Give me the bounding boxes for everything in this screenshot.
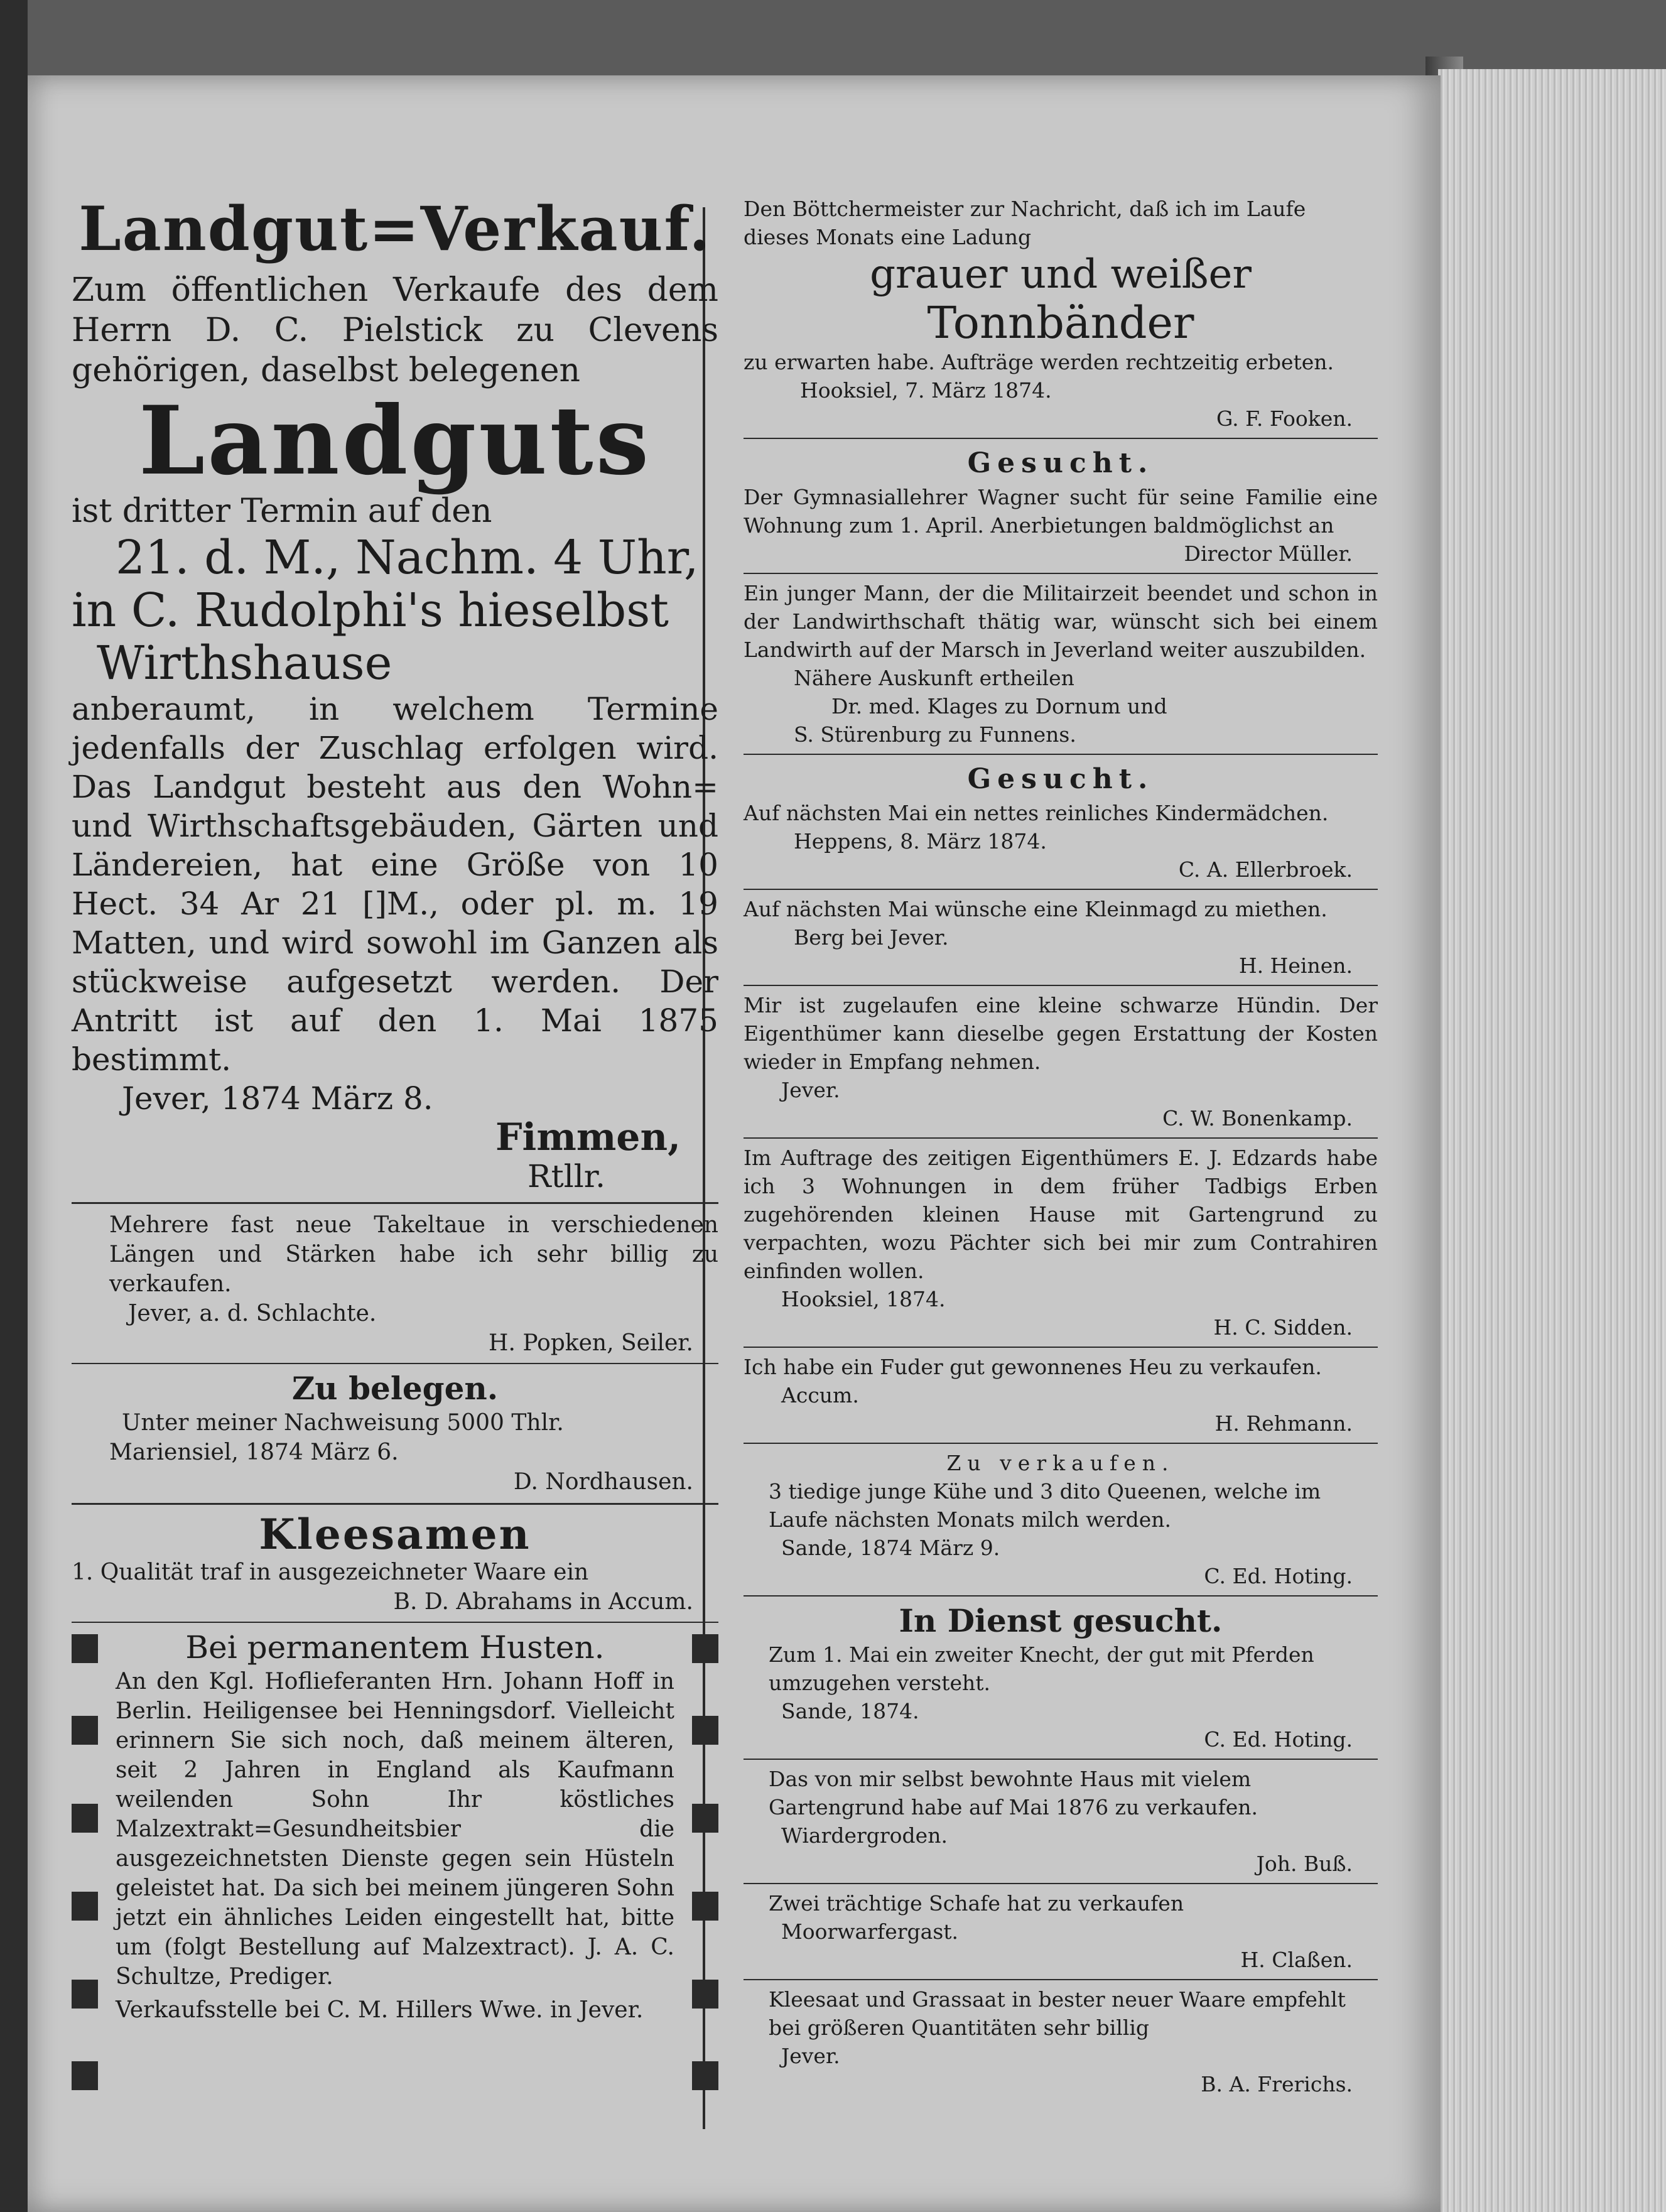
ad-body: 3 tiedige junge Kühe und 3 dito Queenen, welche im Laufe nächsten Monats milch werden. xyxy=(769,1479,1321,1532)
border-square-icon xyxy=(692,1804,718,1833)
ad-place-line: in C. Rudolphi's hieselbst xyxy=(72,583,669,637)
ad-heading: Bei permanentem Husten. xyxy=(185,1629,605,1666)
border-square-icon xyxy=(692,1634,718,1663)
ad-divider xyxy=(72,1363,718,1364)
ad-place-date: Hooksiel, 1874. xyxy=(781,1287,946,1311)
ad-body: Kleesaat und Grassaat in bester neuer Waare empfehlt bei größeren Quantitäten sehr billig xyxy=(769,1987,1346,2040)
ad-dienst xyxy=(744,1602,1378,1754)
ad-divider xyxy=(744,1137,1378,1139)
ad-signature: C. W. Bonenkamp. xyxy=(1162,1106,1353,1130)
ad-divider xyxy=(744,1347,1378,1348)
ad-huendin xyxy=(744,991,1378,1132)
ad-title: Landgut=Verkauf. xyxy=(78,193,711,264)
ad-heading: Zu verkaufen. xyxy=(946,1451,1175,1475)
ad-divider xyxy=(72,1202,718,1204)
ad-signature: H. Popken, Seiler. xyxy=(489,1330,693,1356)
ad-divider xyxy=(744,1443,1378,1444)
border-square-icon xyxy=(72,1980,98,2009)
ad-footer: Verkaufsstelle bei C. M. Hillers Wwe. in Jever. xyxy=(116,1997,644,2023)
ad-body: zu erwarten habe. Aufträge werden rechtzeitig erbeten. xyxy=(744,350,1334,374)
ad-heading: Gesucht. xyxy=(967,447,1154,479)
ad-divider xyxy=(744,1759,1378,1760)
ad-place: Accum. xyxy=(781,1383,859,1407)
ad-body: Der Gymnasiallehrer Wagner sucht für seine Familie eine Wohnung zum 1. April. Anerbietungen baldmöglichst an xyxy=(744,485,1378,538)
ad-haus xyxy=(744,1765,1378,1878)
ad-divider xyxy=(744,1883,1378,1884)
ad-divider xyxy=(744,573,1378,574)
ad-signature: C. Ed. Hoting. xyxy=(1204,1727,1353,1752)
ad-line: Nähere Auskunft ertheilen xyxy=(794,666,1074,690)
ad-divider xyxy=(744,985,1378,986)
border-square-icon xyxy=(72,1804,98,1833)
ad-place: Sande, 1874. xyxy=(781,1699,919,1723)
ad-place: Jever. xyxy=(781,2044,840,2068)
ad-signature: Joh. Buß. xyxy=(1256,1851,1353,1876)
ad-signature: D. Nordhausen. xyxy=(513,1469,693,1495)
border-square-icon xyxy=(72,1716,98,1745)
ad-takel xyxy=(72,1210,718,1358)
ad-place: Jever, a. d. Schlachte. xyxy=(128,1301,377,1326)
left-margin xyxy=(0,0,28,2212)
ad-body: 1. Qualität traf in ausgezeichneter Waare ein xyxy=(72,1559,589,1585)
ad-line: Unter meiner Nachweisung 5000 Thlr. xyxy=(122,1410,564,1436)
ad-place-date: Mariensiel, 1874 März 6. xyxy=(109,1439,399,1465)
border-square-icon xyxy=(72,2061,98,2090)
ad-junger-mann xyxy=(744,579,1378,749)
ad-signature-title: Rtllr. xyxy=(527,1158,605,1195)
ad-signature: C. A. Ellerbroek. xyxy=(1178,857,1353,882)
ad-signature: C. Ed. Hoting. xyxy=(1204,1564,1353,1588)
ad-divider xyxy=(744,438,1378,439)
ad-body: Im Auftrage des zeitigen Eigenthümers E. J. Edzards habe ich 3 Wohnungen in dem früher Tadbigs Erben zugehörenden kleinen Hause mit Gartengrund zu verpachten, wozu Pächter sich bei mir zum Contrahiren einfinden wollen. xyxy=(744,1146,1378,1283)
ad-heading: Zu belegen. xyxy=(291,1370,499,1407)
ad-signature: B. D. Abrahams in Accum. xyxy=(393,1589,693,1615)
border-square-icon xyxy=(692,1716,718,1745)
ad-body: Zum 1. Mai ein zweiter Knecht, der gut mit Pferden umzugehen versteht. xyxy=(769,1642,1314,1695)
ad-kuehe xyxy=(744,1449,1378,1590)
ad-body: Ich habe ein Fuder gut gewonnenes Heu zu verkaufen. xyxy=(744,1355,1322,1379)
newspaper-page xyxy=(28,75,1441,2212)
ad-landgut xyxy=(72,195,718,1196)
ad-tonnbaender xyxy=(744,195,1378,433)
ad-signature: Dr. med. Klages zu Dornum und xyxy=(831,694,1167,718)
ad-body: Das von mir selbst bewohnte Haus mit vielem Gartengrund habe auf Mai 1876 zu verkaufen. xyxy=(769,1767,1258,1819)
ad-heading: Kleesamen xyxy=(259,1510,531,1559)
book-page-edges xyxy=(1438,69,1666,2212)
ad-body: anberaumt, in welchem Termine jedenfalls der Zuschlag erfolgen wird. Das Landgut besteht aus den Wohn= und Wirthschaftsgebäuden, Gärten und Ländereien, hat eine Größe von 10 Hect. 34 Ar 21 []M., oder pl. m. 19 Matten, und wird sowohl im Ganzen als stückweise aufgesetzt werden. Der Antritt ist auf den 1. Mai 1875 bestimmt. xyxy=(72,691,718,1078)
ad-kleinmagd xyxy=(744,895,1378,980)
ad-belegen xyxy=(72,1369,718,1497)
ad-kleesaat xyxy=(744,1985,1378,2098)
ad-heading: In Dienst gesucht. xyxy=(899,1602,1223,1639)
ad-place: Wiardergroden. xyxy=(781,1823,948,1848)
ad-signature: B. A. Frerichs. xyxy=(1201,2072,1353,2096)
border-square-icon xyxy=(692,2061,718,2090)
ad-wohnungen xyxy=(744,1144,1378,1342)
ad-divider xyxy=(72,1503,718,1505)
ad-signature: Director Müller. xyxy=(1184,541,1353,566)
ad-place-line2: Wirthshause xyxy=(97,636,392,690)
left-column xyxy=(72,195,718,2154)
ad-gesucht-wohnung xyxy=(744,444,1378,568)
ad-headline: Landguts xyxy=(138,386,652,496)
ad-heading: Tonnbänder xyxy=(927,297,1194,349)
ad-divider xyxy=(744,889,1378,890)
ad-body: Mehrere fast neue Takeltaue in verschiedenen Längen und Stärken habe ich sehr billig zu verkaufen. xyxy=(109,1212,718,1297)
border-square-icon xyxy=(692,1980,718,2009)
ad-place-date: Jever, 1874 März 8. xyxy=(122,1080,433,1117)
ad-place-date: Sande, 1874 März 9. xyxy=(781,1536,1000,1560)
ad-heu xyxy=(744,1353,1378,1438)
ad-body: An den Kgl. Hoflieferanten Hrn. Johann Hoff in Berlin. Heiligensee bei Henningsdorf. Vielleicht erinnern Sie sich noch, daß meinem älteren, seit 2 Jahren in England als Kaufmann weilenden Sohn Ihr köstliches Malzextrakt=Gesundheitsbier die ausgezeichnetsten Dienste gegen sein Hüsteln geleistet hat. Da sich bei meinem jüngeren Sohn jetzt ein ähnliches Leiden eingestellt hat, bitte um (folgt Bestellung auf Malzextract). J. A. C. Schultze, Prediger. xyxy=(116,1669,674,1990)
ad-body: Mir ist zugelaufen eine kleine schwarze Hündin. Der Eigenthümer kann dieselbe gegen Erstattung der Kosten wieder in Empfang nehmen. xyxy=(744,993,1378,1074)
right-column xyxy=(744,195,1378,2154)
ad-term-line: ist dritter Termin auf den xyxy=(72,492,492,530)
ad-gesucht-kindermaedchen xyxy=(744,760,1378,884)
ad-heading: grauer und weißer xyxy=(870,251,1252,298)
border-square-icon xyxy=(72,1634,98,1663)
ad-signature: S. Stürenburg zu Funnens. xyxy=(794,722,1076,747)
ad-body: Auf nächsten Mai wünsche eine Kleinmagd zu miethen. xyxy=(744,897,1328,921)
ad-signature: H. C. Sidden. xyxy=(1213,1315,1353,1340)
ad-signature: H. Rehmann. xyxy=(1214,1411,1353,1436)
ad-heading: Gesucht. xyxy=(967,763,1154,795)
ad-schafe xyxy=(744,1889,1378,1974)
ad-intro: Zum öffentlichen Verkaufe des dem Herrn D. C. Pielstick zu Clevens gehörigen, daselbst belegenen xyxy=(72,271,718,389)
ad-divider xyxy=(744,1979,1378,1980)
ad-place-date: Hooksiel, 7. März 1874. xyxy=(800,378,1052,403)
ad-kleesamen xyxy=(72,1511,718,1617)
ad-place: Jever. xyxy=(781,1078,840,1102)
ad-body: Auf nächsten Mai ein nettes reinliches Kindermädchen. xyxy=(744,801,1329,825)
ad-divider xyxy=(72,1622,718,1623)
ad-divider xyxy=(744,1595,1378,1597)
ad-place: Berg bei Jever. xyxy=(794,925,949,950)
ad-signature: H. Heinen. xyxy=(1238,953,1353,978)
ad-body: Zwei trächtige Schafe hat zu verkaufen xyxy=(769,1891,1184,1916)
ad-signature: G. F. Fooken. xyxy=(1216,406,1353,431)
ad-body: Ein junger Mann, der die Militairzeit beendet und schon in der Landwirthschaft thätig war, wünscht sich bei einem Landwirth auf der Marsch in Jeverland weiter auszubilden. xyxy=(744,581,1378,662)
border-square-icon xyxy=(692,1892,718,1921)
ad-date-line: 21. d. M., Nachm. 4 Uhr, xyxy=(116,531,699,585)
ad-signature: H. Claßen. xyxy=(1240,1948,1353,1972)
ad-husten xyxy=(72,1628,718,2025)
ad-signature: Fimmen, xyxy=(495,1115,681,1159)
ad-intro: Den Böttchermeister zur Nachricht, daß ich im Laufe dieses Monats eine Ladung xyxy=(744,197,1306,249)
ad-place: Moorwarfergast. xyxy=(781,1919,958,1944)
ad-place-date: Heppens, 8. März 1874. xyxy=(794,829,1047,854)
border-square-icon xyxy=(72,1892,98,1921)
ad-divider xyxy=(744,754,1378,755)
